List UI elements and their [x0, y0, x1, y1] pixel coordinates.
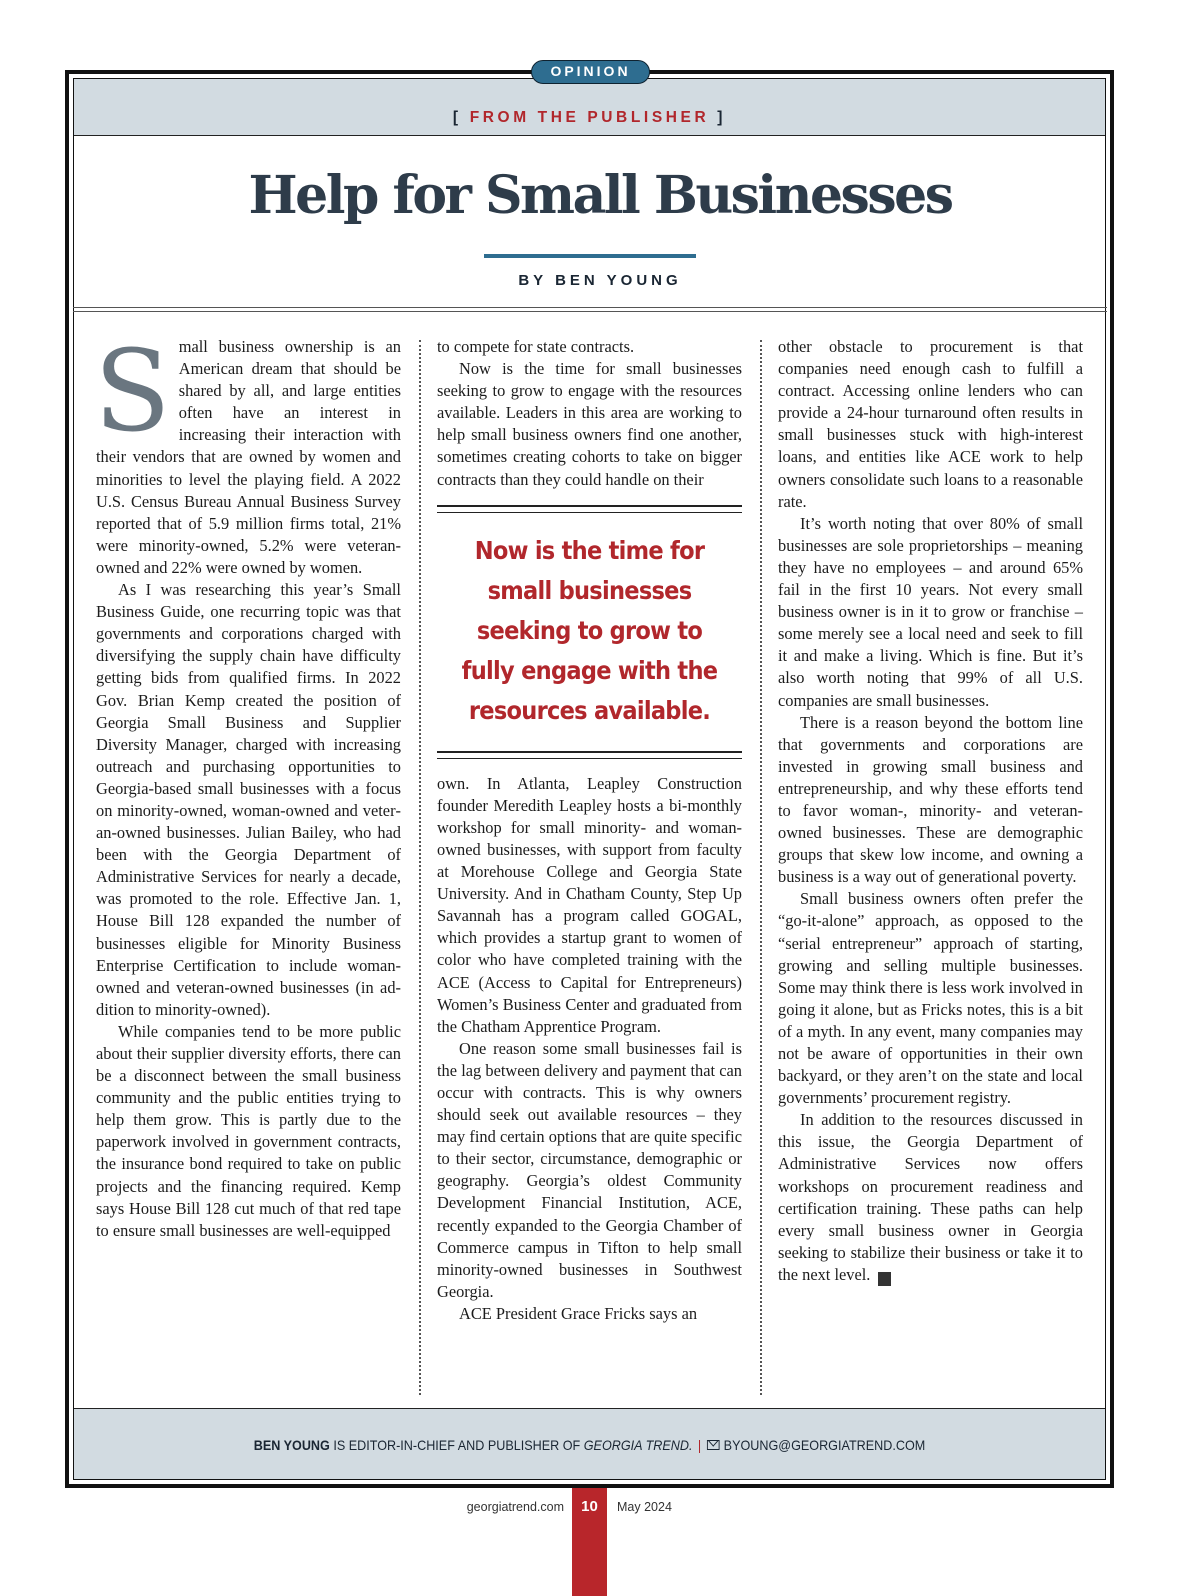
- pullquote-box: [437, 505, 742, 759]
- paragraph: As I was researching this year’s Small Business Guide, one recurring topic was that governments and corporations charged with diversifying the supply chain have difficulty getting bids from qualified firms. In 2022 Gov. Brian Kemp created the position of Georgia Small Business and Supplier Diversity Manager, charged with increasing outreach and purchasing opportunities to Georgia-based small businesses with a focus on minority-owned, woman-owned and veteran-owned businesses. Julian Bailey, who had been with the Georgia Department of Administrative Services for nearly a decade, was promoted to the role. Effective Jan. 1, House Bill 128 expanded the number of businesses eligible for Minority Business Enterprise Certification to include woman-owned and veteran-owned businesses (in addition to minority-owned).: [96, 580, 401, 1019]
- author-email[interactable]: BYOUNG@GEORGIATREND.COM: [723, 1437, 926, 1453]
- paragraph: Small business owners often prefer the “go-it-alone” approach, as opposed to the “serial entrepreneur” approach of starting, growing and selling multiple businesses. Some may think there is less work involved in going it alone, but as Fricks notes, this is a bit of a myth. In any event, many companies may not be aware of opportunities in their own backyard, or they aren’t on the state and local governments’ procurement registry.: [778, 889, 1083, 1108]
- paragraph: other obstacle to procurement is that companies need enough cash to fulfill a contract. Accessing online lenders who can provide a 24-hour turnaround often results in small businesses stuck with high-interest loans, and entities like ACE work to help owners consolidate such loans to a reasonable rate.: [778, 337, 1083, 511]
- site-url[interactable]: georgiatrend.com: [466, 1500, 564, 1514]
- section-kicker: [74, 109, 1105, 127]
- kicker-bracket-open: [: [452, 109, 462, 126]
- page-number: 10: [581, 1498, 598, 1515]
- header-divider: [73, 307, 1107, 312]
- mail-icon: [707, 1440, 720, 1450]
- paragraph: [94, 327, 401, 579]
- author-note: [126, 1437, 1054, 1453]
- paragraph-text: mall business ownership is an American dream that should be shared by all, and large entities often have an interest in increasing their interaction with their vendors that are owned by women and minorities to level the playing field. A 2022 U.S. Census Bureau Annual Business Survey reported that of 5.9 million firms total, 21% were minority-owned, 5.2% were veteran-owned and 22% were owned by women.: [96, 337, 401, 577]
- kicker-text: FROM THE PUBLISHER: [469, 109, 710, 126]
- page-footer: [0, 1488, 1200, 1596]
- pullquote: Now is the time for small businesses seeking to grow to fully engage with the resources available.: [461, 535, 718, 725]
- headline: Help for Small Businesses: [248, 165, 952, 226]
- paragraph: It’s worth noting that over 80% of small businesses are sole proprietorships – meaning they have no employees – and around 65% fail in the first 10 years. Not every small business owner is in it to grow or franchise – some merely see a local need and seek to fill it and make a living. Which is fine. But it’s also worth noting that 99% of all U.S. companies are small businesses.: [778, 513, 1083, 710]
- paragraph: While companies tend to be more public about their supplier diversity efforts, there can be a disconnect between the small business community and the public entities trying to help them grow. This is partly due to the paperwork involved in government contracts, the insurance bond required to take on public projects and the financing required. Kemp says House Bill 128 cut much of that red tape to ensure small businesses are well-equipped: [96, 1021, 401, 1240]
- paragraph: [778, 1109, 1083, 1286]
- footer-band: [74, 1408, 1105, 1479]
- paragraph: ACE President Grace Fricks says an: [459, 1303, 698, 1323]
- headline-rule: [484, 254, 696, 258]
- paragraph: to compete for state contracts.: [437, 337, 635, 356]
- drop-cap: S: [94, 327, 171, 457]
- pullquote-rule-top: [437, 505, 742, 513]
- article-column-1: [94, 327, 401, 1400]
- author-role: IS EDITOR-IN-CHIEF AND PUBLISHER OF: [329, 1437, 584, 1453]
- column-separator-2: [760, 340, 762, 1395]
- article-column-3: [778, 336, 1083, 1400]
- kicker-bracket-close: ]: [717, 109, 727, 126]
- opinion-badge: OPINION: [531, 60, 650, 84]
- end-mark-icon: GT: [878, 1272, 891, 1286]
- footer-separator: |: [697, 1437, 702, 1453]
- issue-date: May 2024: [617, 1500, 672, 1514]
- article-column-2: [437, 336, 742, 1400]
- column-separator-1: [419, 340, 421, 1395]
- paragraph: own. In Atlanta, Leapley Construction founder Meredith Leapley hosts a bi-monthly workshop for small minority- and woman-owned businesses, with support from faculty at Morehouse College and Georgia State University. And in Chatham County, Step Up Savannah has a program called GOGAL, which provides a startup grant to women of color who have completed training with the ACE (Access to Capital for Entrepreneurs) Women’s Business Center and graduated from the Chatham Apprentice Program.: [437, 773, 742, 1036]
- header-band: [74, 79, 1105, 136]
- author-name: BEN YOUNG: [253, 1437, 330, 1453]
- paragraph: Now is the time for small businesses seeking to grow to engage with the resources available. Leaders in this area are working to help small business owners find one another, sometimes creating cohorts to take on bigger contracts than they could handle on their: [437, 359, 742, 489]
- paragraph: One reason some small businesses fail is the lag between delivery and payment that can occur with contracts. This is why owners should seek out available resources – they may find certain options that are quite specific to their sector, circumstance, demographic or geography. Georgia’s oldest Community Development Financial Institution, ACE, recently expanded to the Georgia Chamber of Commerce campus in Tifton to help small minority-owned businesses in Southwest Georgia.: [437, 1038, 742, 1301]
- paragraph-text: In addition to the resources discussed in this issue, the Georgia Department of Administrative Services now offers workshops on procurement readiness and certification training. These paths can help every small business owner in Georgia seeking to stabilize their business or take it to the next level.: [778, 1110, 1083, 1284]
- byline: BY BEN YOUNG: [518, 272, 682, 289]
- magazine-name: GEORGIA TREND.: [583, 1437, 693, 1453]
- paragraph: There is a reason beyond the bottom line that governments and corporations are invested in growing small business and entrepreneurship, and why these efforts tend to favor woman-, minority- and veteran-owned businesses. These are demographic groups that skew low income, and owning a business is a way out of generational poverty.: [778, 712, 1083, 887]
- pullquote-rule-bottom: [437, 751, 742, 759]
